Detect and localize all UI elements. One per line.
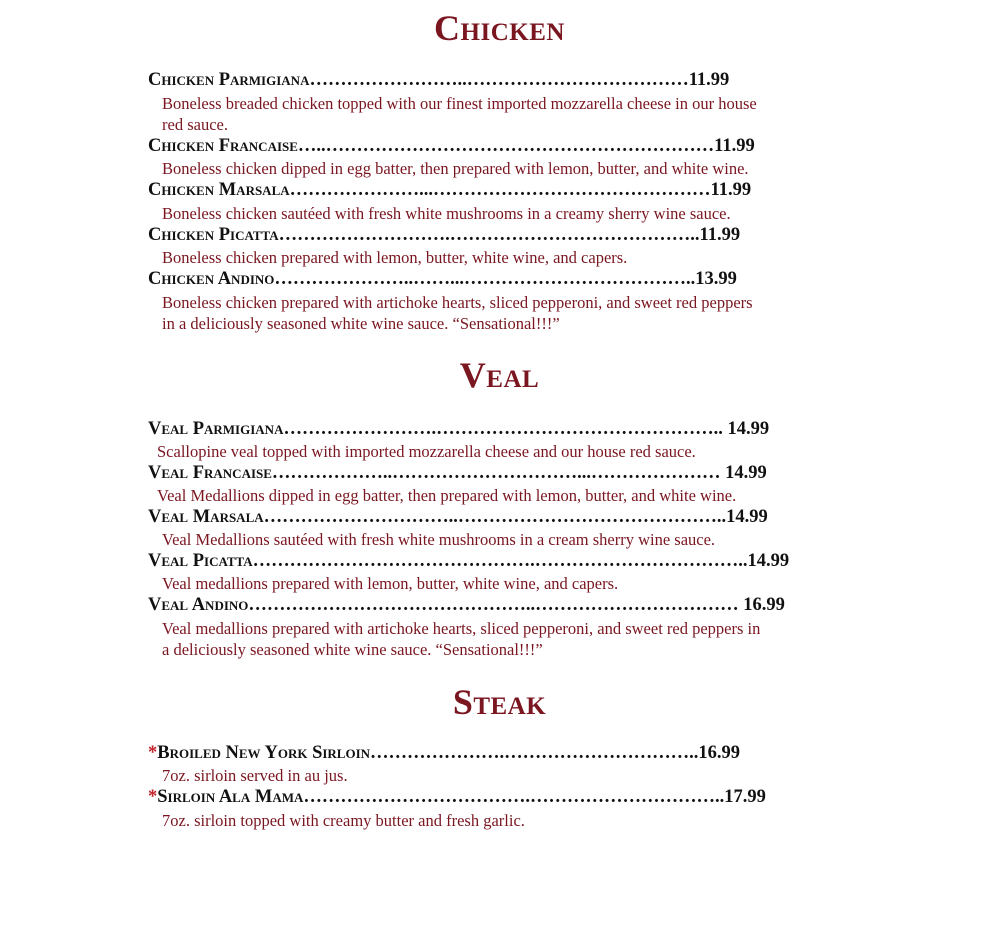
menu-item-veal-andino: Veal Andino………………………………………..…………………………… 16.99 bbox=[148, 595, 785, 615]
menu-item-chicken-francaise: Chicken Francaise…..………………………………………………………11.99 bbox=[148, 136, 755, 156]
menu-item-chicken-marsala: Chicken Marsala…………………...………………………………………11.99 bbox=[148, 180, 752, 200]
menu-item-chicken-andino: Chicken Andino…………………..……...………………………………..13.99 bbox=[148, 269, 737, 289]
item-description: Boneless chicken prepared with lemon, butter, white wine, and capers. bbox=[162, 248, 628, 267]
item-description: in a deliciously seasoned white wine sauce. “Sensational!!!” bbox=[162, 314, 560, 333]
menu-item-chicken-parmigiana: Chicken Parmigiana……………………..………………………………11.99 bbox=[148, 70, 730, 90]
menu-item-chicken-picatta: Chicken Picatta……………………….…………………………………..11.99 bbox=[148, 225, 741, 245]
item-description: Boneless chicken sautéed with fresh white mushrooms in a creamy sherry wine sauce. bbox=[162, 204, 731, 223]
star-marker: * bbox=[148, 787, 158, 807]
item-heading-text: Broiled New York Sirloin………………….…………………………..16.99 bbox=[157, 743, 741, 763]
item-description: Boneless chicken dipped in egg batter, then prepared with lemon, butter, and white wine. bbox=[162, 159, 749, 178]
item-description: Scallopine veal topped with imported mozzarella cheese and our house red sauce. bbox=[157, 442, 696, 461]
item-description: 7oz. sirloin topped with creamy butter and fresh garlic. bbox=[162, 811, 525, 830]
menu-item-sirloin-ala-mama bbox=[148, 786, 766, 808]
item-heading-text: Sirloin Ala Mama……………………………….…………………………..17.99 bbox=[157, 787, 766, 807]
section-title-chicken: Chicken bbox=[434, 8, 565, 48]
item-description: a deliciously seasoned white wine sauce. “Sensational!!!” bbox=[162, 640, 543, 659]
menu-item-veal-picatta: Veal Picatta……………………………………….……………………………..14.99 bbox=[148, 551, 790, 571]
item-description: Boneless chicken prepared with artichoke hearts, sliced pepperoni, and sweet red peppers bbox=[162, 293, 753, 312]
item-description: Boneless breaded chicken topped with our finest imported mozzarella cheese in our house bbox=[162, 94, 757, 113]
item-description: red sauce. bbox=[162, 115, 228, 134]
menu-item-broiled-new-york-sirloin bbox=[148, 742, 740, 764]
item-description: Veal Medallions sautéed with fresh white mushrooms in a cream sherry wine sauce. bbox=[162, 530, 716, 549]
menu-item-veal-parmigiana: Veal Parmigiana…………………….……………………………………….. 14.99 bbox=[148, 419, 770, 439]
star-marker: * bbox=[148, 743, 158, 763]
section-title-steak: Steak bbox=[452, 682, 547, 722]
menu-item-veal-francaise: Veal Francaise………………..…………………………...………………… 14.99 bbox=[148, 463, 767, 483]
item-description: Veal Medallions dipped in egg batter, then prepared with lemon, butter, and white wine. bbox=[157, 486, 737, 505]
section-title-veal: Veal bbox=[459, 355, 540, 395]
item-description: Veal medallions prepared with artichoke hearts, sliced pepperoni, and sweet red peppers in bbox=[162, 619, 761, 638]
item-description: Veal medallions prepared with lemon, butter, white wine, and capers. bbox=[162, 574, 619, 593]
menu-item-veal-marsala: Veal Marsala…………………………..……………………………………..14.99 bbox=[148, 507, 768, 527]
item-description: 7oz. sirloin served in au jus. bbox=[162, 766, 348, 785]
